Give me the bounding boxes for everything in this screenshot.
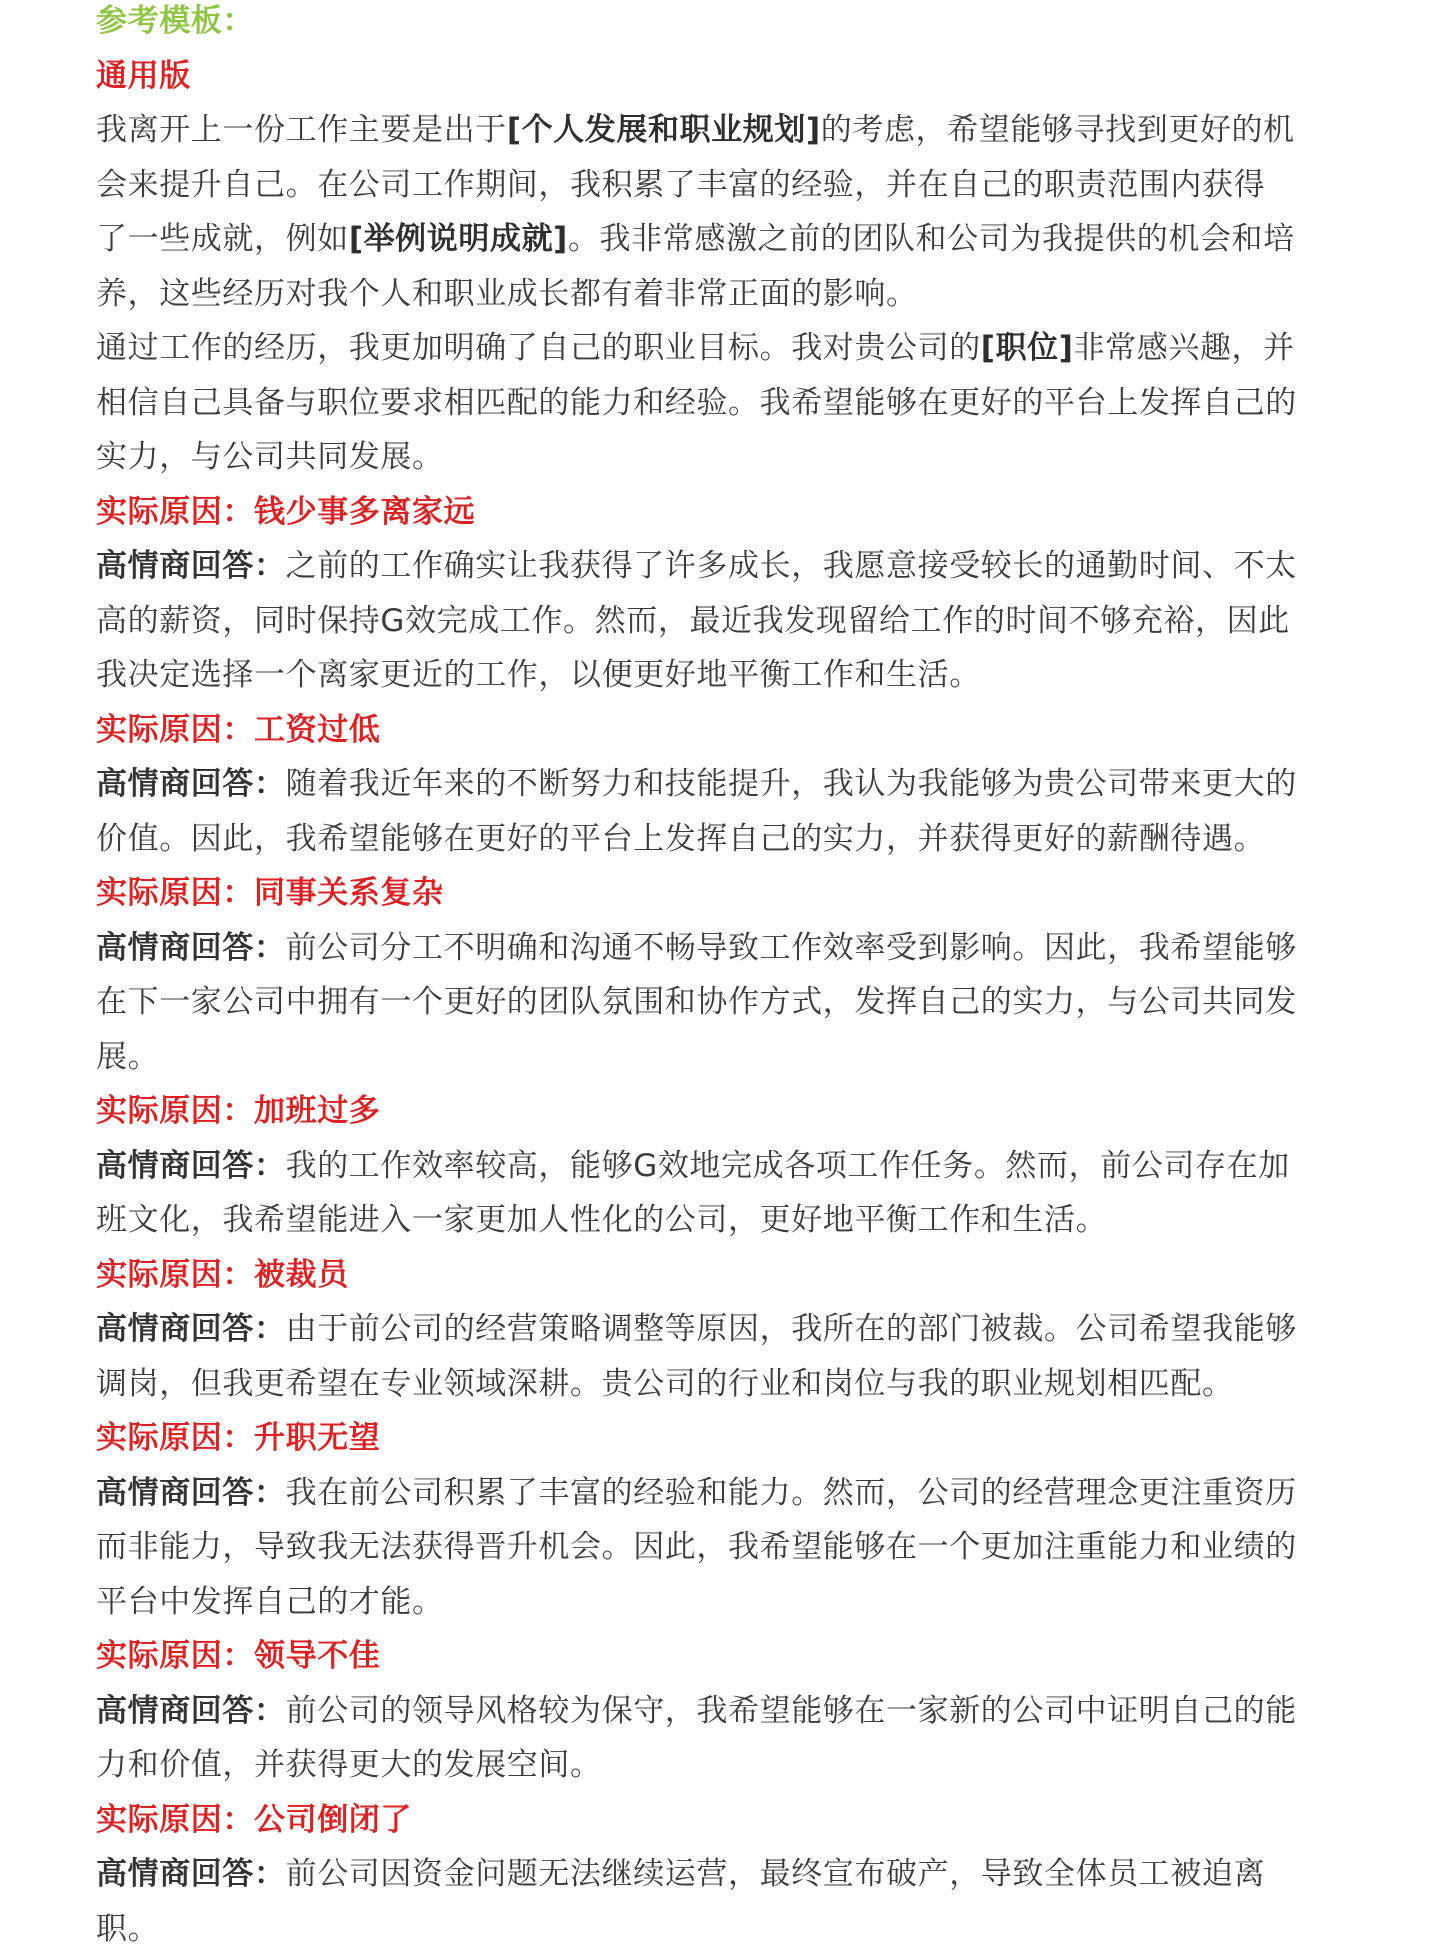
- answer-line: 价值。因此，我希望能够在更好的平台上发挥自己的实力，并获得更好的薪酬待遇。: [96, 812, 1346, 867]
- answer-text: 随着我近年来的不断努力和技能提升，我认为我能够为贵公司带来更大的: [286, 766, 1297, 802]
- answer-label: 高情商回答：: [96, 766, 286, 802]
- text: 了一些成就，例如: [96, 221, 349, 257]
- general-p1-line-2: 会来提升自己。在公司工作期间，我积累了丰富的经验，并在自己的职责范围内获得: [96, 158, 1346, 213]
- general-p2-line-2: 相信自己具备与职位要求相匹配的能力和经验。我希望能够在更好的平台上发挥自己的: [96, 376, 1346, 431]
- answer-line: [96, 921, 1346, 976]
- section-heading: 实际原因：公司倒闭了: [96, 1793, 1346, 1848]
- general-p1-line-4: 养，这些经历对我个人和职业成长都有着非常正面的影响。: [96, 267, 1346, 322]
- answer-line: [96, 1684, 1346, 1739]
- answer-label: 高情商回答：: [96, 1148, 286, 1184]
- answer-text: 由于前公司的经营策略调整等原因，我所在的部门被裁。公司希望我能够: [286, 1311, 1297, 1347]
- general-p1-line-1: [96, 103, 1346, 158]
- general-p2-line-1: [96, 321, 1346, 376]
- answer-label: 高情商回答：: [96, 1856, 286, 1892]
- answer-line: 高的薪资，同时保持G效完成工作。然而，最近我发现留给工作的时间不够充裕，因此: [96, 594, 1346, 649]
- answer-line: [96, 1139, 1346, 1194]
- answer-line: [96, 1847, 1346, 1902]
- answer-line: 平台中发挥自己的才能。: [96, 1575, 1346, 1630]
- answer-line: 我决定选择一个离家更近的工作，以便更好地平衡工作和生活。: [96, 648, 1346, 703]
- answer-label: 高情商回答：: [96, 548, 286, 584]
- answer-text: 我的工作效率较高，能够G效地完成各项工作任务。然而，前公司存在加: [286, 1148, 1290, 1184]
- section-heading: 实际原因：同事关系复杂: [96, 866, 1346, 921]
- general-version-title: 通用版: [96, 49, 1346, 104]
- text: 。我非常感激之前的团队和公司为我提供的机会和培: [568, 221, 1295, 257]
- answer-line: 而非能力，导致我无法获得晋升机会。因此，我希望能够在一个更加注重能力和业绩的: [96, 1520, 1346, 1575]
- section-heading: 实际原因：领导不佳: [96, 1629, 1346, 1684]
- answer-line: 班文化，我希望能进入一家更加人性化的公司，更好地平衡工作和生活。: [96, 1193, 1346, 1248]
- general-p2-line-3: 实力，与公司共同发展。: [96, 430, 1346, 485]
- answer-line: [96, 539, 1346, 594]
- answer-line: [96, 1466, 1346, 1521]
- answer-text: 前公司的领导风格较为保守，我希望能够在一家新的公司中证明自己的能: [286, 1693, 1297, 1729]
- text: 非常感兴趣，并: [1074, 330, 1295, 366]
- placeholder-position: [职位]: [981, 330, 1074, 366]
- section-heading: 实际原因：钱少事多离家远: [96, 485, 1346, 540]
- answer-line: 职。: [96, 1902, 1346, 1956]
- answer-text: 前公司因资金问题无法继续运营，最终宣布破产，导致全体员工被迫离: [286, 1856, 1266, 1892]
- answer-line: [96, 1302, 1346, 1357]
- answer-line: [96, 757, 1346, 812]
- document-body: [96, 0, 1346, 1956]
- section-heading: 实际原因：被裁员: [96, 1248, 1346, 1303]
- answer-label: 高情商回答：: [96, 1475, 286, 1511]
- answer-line: 展。: [96, 1030, 1346, 1085]
- answer-text: 我在前公司积累了丰富的经验和能力。然而，公司的经营理念更注重资历: [286, 1475, 1297, 1511]
- text: 的考虑，希望能够寻找到更好的机: [821, 112, 1295, 148]
- placeholder-career-plan: [个人发展和职业规划]: [507, 112, 821, 148]
- answer-text: 之前的工作确实让我获得了许多成长，我愿意接受较长的通勤时间、不太: [286, 548, 1297, 584]
- answer-line: 调岗，但我更希望在专业领域深耕。贵公司的行业和岗位与我的职业规划相匹配。: [96, 1357, 1346, 1412]
- answer-label: 高情商回答：: [96, 1693, 286, 1729]
- section-heading: 实际原因：工资过低: [96, 703, 1346, 758]
- text: 我离开上一份工作主要是出于: [96, 112, 507, 148]
- reference-heading: 参考模板：: [96, 0, 1346, 49]
- answer-text: 前公司分工不明确和沟通不畅导致工作效率受到影响。因此，我希望能够: [286, 930, 1297, 966]
- general-p1-line-3: [96, 212, 1346, 267]
- section-heading: 实际原因：加班过多: [96, 1084, 1346, 1139]
- answer-label: 高情商回答：: [96, 930, 286, 966]
- section-heading: 实际原因：升职无望: [96, 1411, 1346, 1466]
- answer-line: 力和价值，并获得更大的发展空间。: [96, 1738, 1346, 1793]
- text: 通过工作的经历，我更加明确了自己的职业目标。我对贵公司的: [96, 330, 981, 366]
- answer-line: 在下一家公司中拥有一个更好的团队氛围和协作方式，发挥自己的实力，与公司共同发: [96, 975, 1346, 1030]
- placeholder-achievement: [举例说明成就]: [349, 221, 568, 257]
- answer-label: 高情商回答：: [96, 1311, 286, 1347]
